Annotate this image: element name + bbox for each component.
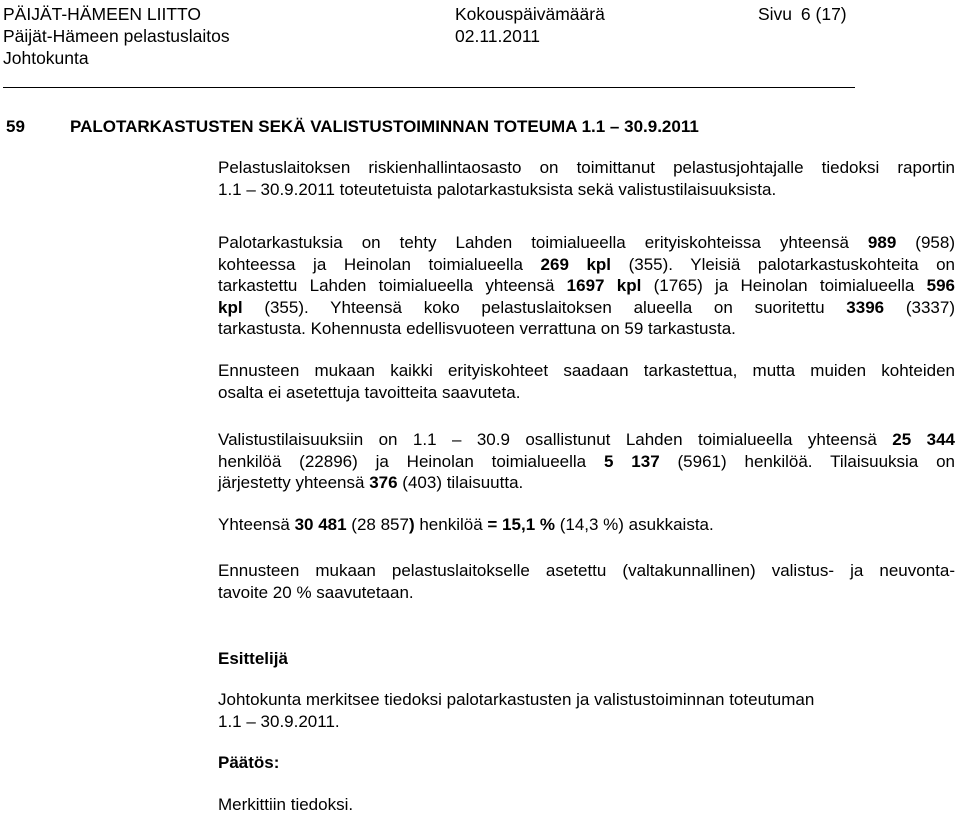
- org-name: PÄIJÄT-HÄMEEN LIITTO: [3, 4, 202, 24]
- presenter-line-2: 1.1 – 30.9.2011.: [218, 711, 340, 731]
- total-paragraph: [218, 514, 955, 536]
- page-label: Sivu: [758, 4, 793, 24]
- decision-text: Merkittiin tiedoksi.: [218, 795, 354, 814]
- decision-heading: Päätös:: [218, 753, 280, 772]
- events-line-3: järjestetty yhteensä 376 (403) tilaisuutta.: [218, 473, 524, 492]
- inspections-line-2: kohteessa ja Heinolan toimialueella 269 kpl (355). Yleisiä palotarkastuskohteita on: [218, 254, 955, 274]
- presenter-line-1: Johtokunta merkitsee tiedoksi palotarkastusten ja valistustoiminnan toteutuman: [218, 690, 815, 709]
- presenter-paragraph: [218, 689, 955, 732]
- meeting-date: 02.11.2011: [455, 26, 540, 46]
- meeting-date-label: Kokouspäivämäärä: [455, 4, 605, 24]
- events-paragraph: [218, 429, 955, 494]
- forecast-paragraph-1: [218, 360, 955, 403]
- department-name: Päijät-Hämeen pelastuslaitos: [3, 26, 230, 46]
- section-number: 59: [6, 117, 25, 136]
- events-line-2: henkilöä (22896) ja Heinolan toimialueella 5 137 (5961) henkilöä. Tilaisuuksia on: [218, 451, 956, 471]
- inspections-line-3: tarkastettu Lahden toimialueella yhteensä 1697 kpl (1765) ja Heinolan toimialueella 596: [218, 276, 956, 295]
- total-line: Yhteensä 30 481 (28 857) henkilöä = 15,1 % (14,3 %) asukkaista.: [218, 515, 714, 534]
- page-indicator: [758, 3, 847, 25]
- inspections-line-4: kpl (355). Yhteensä koko pelastuslaitoksen alueella on suoritettu 3396 (3337): [218, 297, 956, 317]
- presenter-heading: Esittelijä: [218, 649, 288, 668]
- intro-line-1: Pelastuslaitoksen riskienhallintaosasto on toimittanut pelastusjohtajalle tiedoksi raportin: [218, 158, 955, 177]
- intro-paragraph: [218, 157, 955, 200]
- header-divider: [3, 87, 855, 88]
- section-title: [6, 117, 699, 137]
- events-line-1: Valistustilaisuuksiin on 1.1 – 30.9 osallistunut Lahden toimialueella yhteensä 25 344: [218, 430, 955, 449]
- page-value: 6 (17): [800, 4, 847, 24]
- decision-paragraph: [218, 794, 955, 816]
- forecast2-line-2: tavoite 20 % saavutetaan.: [218, 582, 414, 602]
- inspections-paragraph: [218, 232, 955, 340]
- intro-line-2: 1.1 – 30.9.2011 toteutetuista palotarkastuksista sekä valistustilaisuuksista.: [218, 179, 777, 199]
- inspections-line-5: tarkastusta. Kohennusta edellisvuoteen verrattuna on 59 tarkastusta.: [218, 319, 736, 338]
- inspections-line-1: Palotarkastuksia on tehty Lahden toimialueella erityiskohteissa yhteensä 989 (958): [218, 233, 955, 252]
- section-heading: PALOTARKASTUSTEN SEKÄ VALISTUSTOIMINNAN TOTEUMA 1.1 – 30.9.2011: [70, 117, 699, 136]
- forecast-paragraph-2: [218, 560, 955, 603]
- forecast2-line-1: Ennusteen mukaan pelastuslaitokselle asetettu (valtakunnallinen) valistus- ja neuvonta-: [218, 561, 955, 580]
- board-name: Johtokunta: [3, 48, 89, 68]
- forecast1-line-1: Ennusteen mukaan kaikki erityiskohteet saadaan tarkastettua, mutta muiden kohteiden: [218, 361, 955, 380]
- forecast1-line-2: osalta ei asetettuja tavoitteita saavuteta.: [218, 382, 521, 402]
